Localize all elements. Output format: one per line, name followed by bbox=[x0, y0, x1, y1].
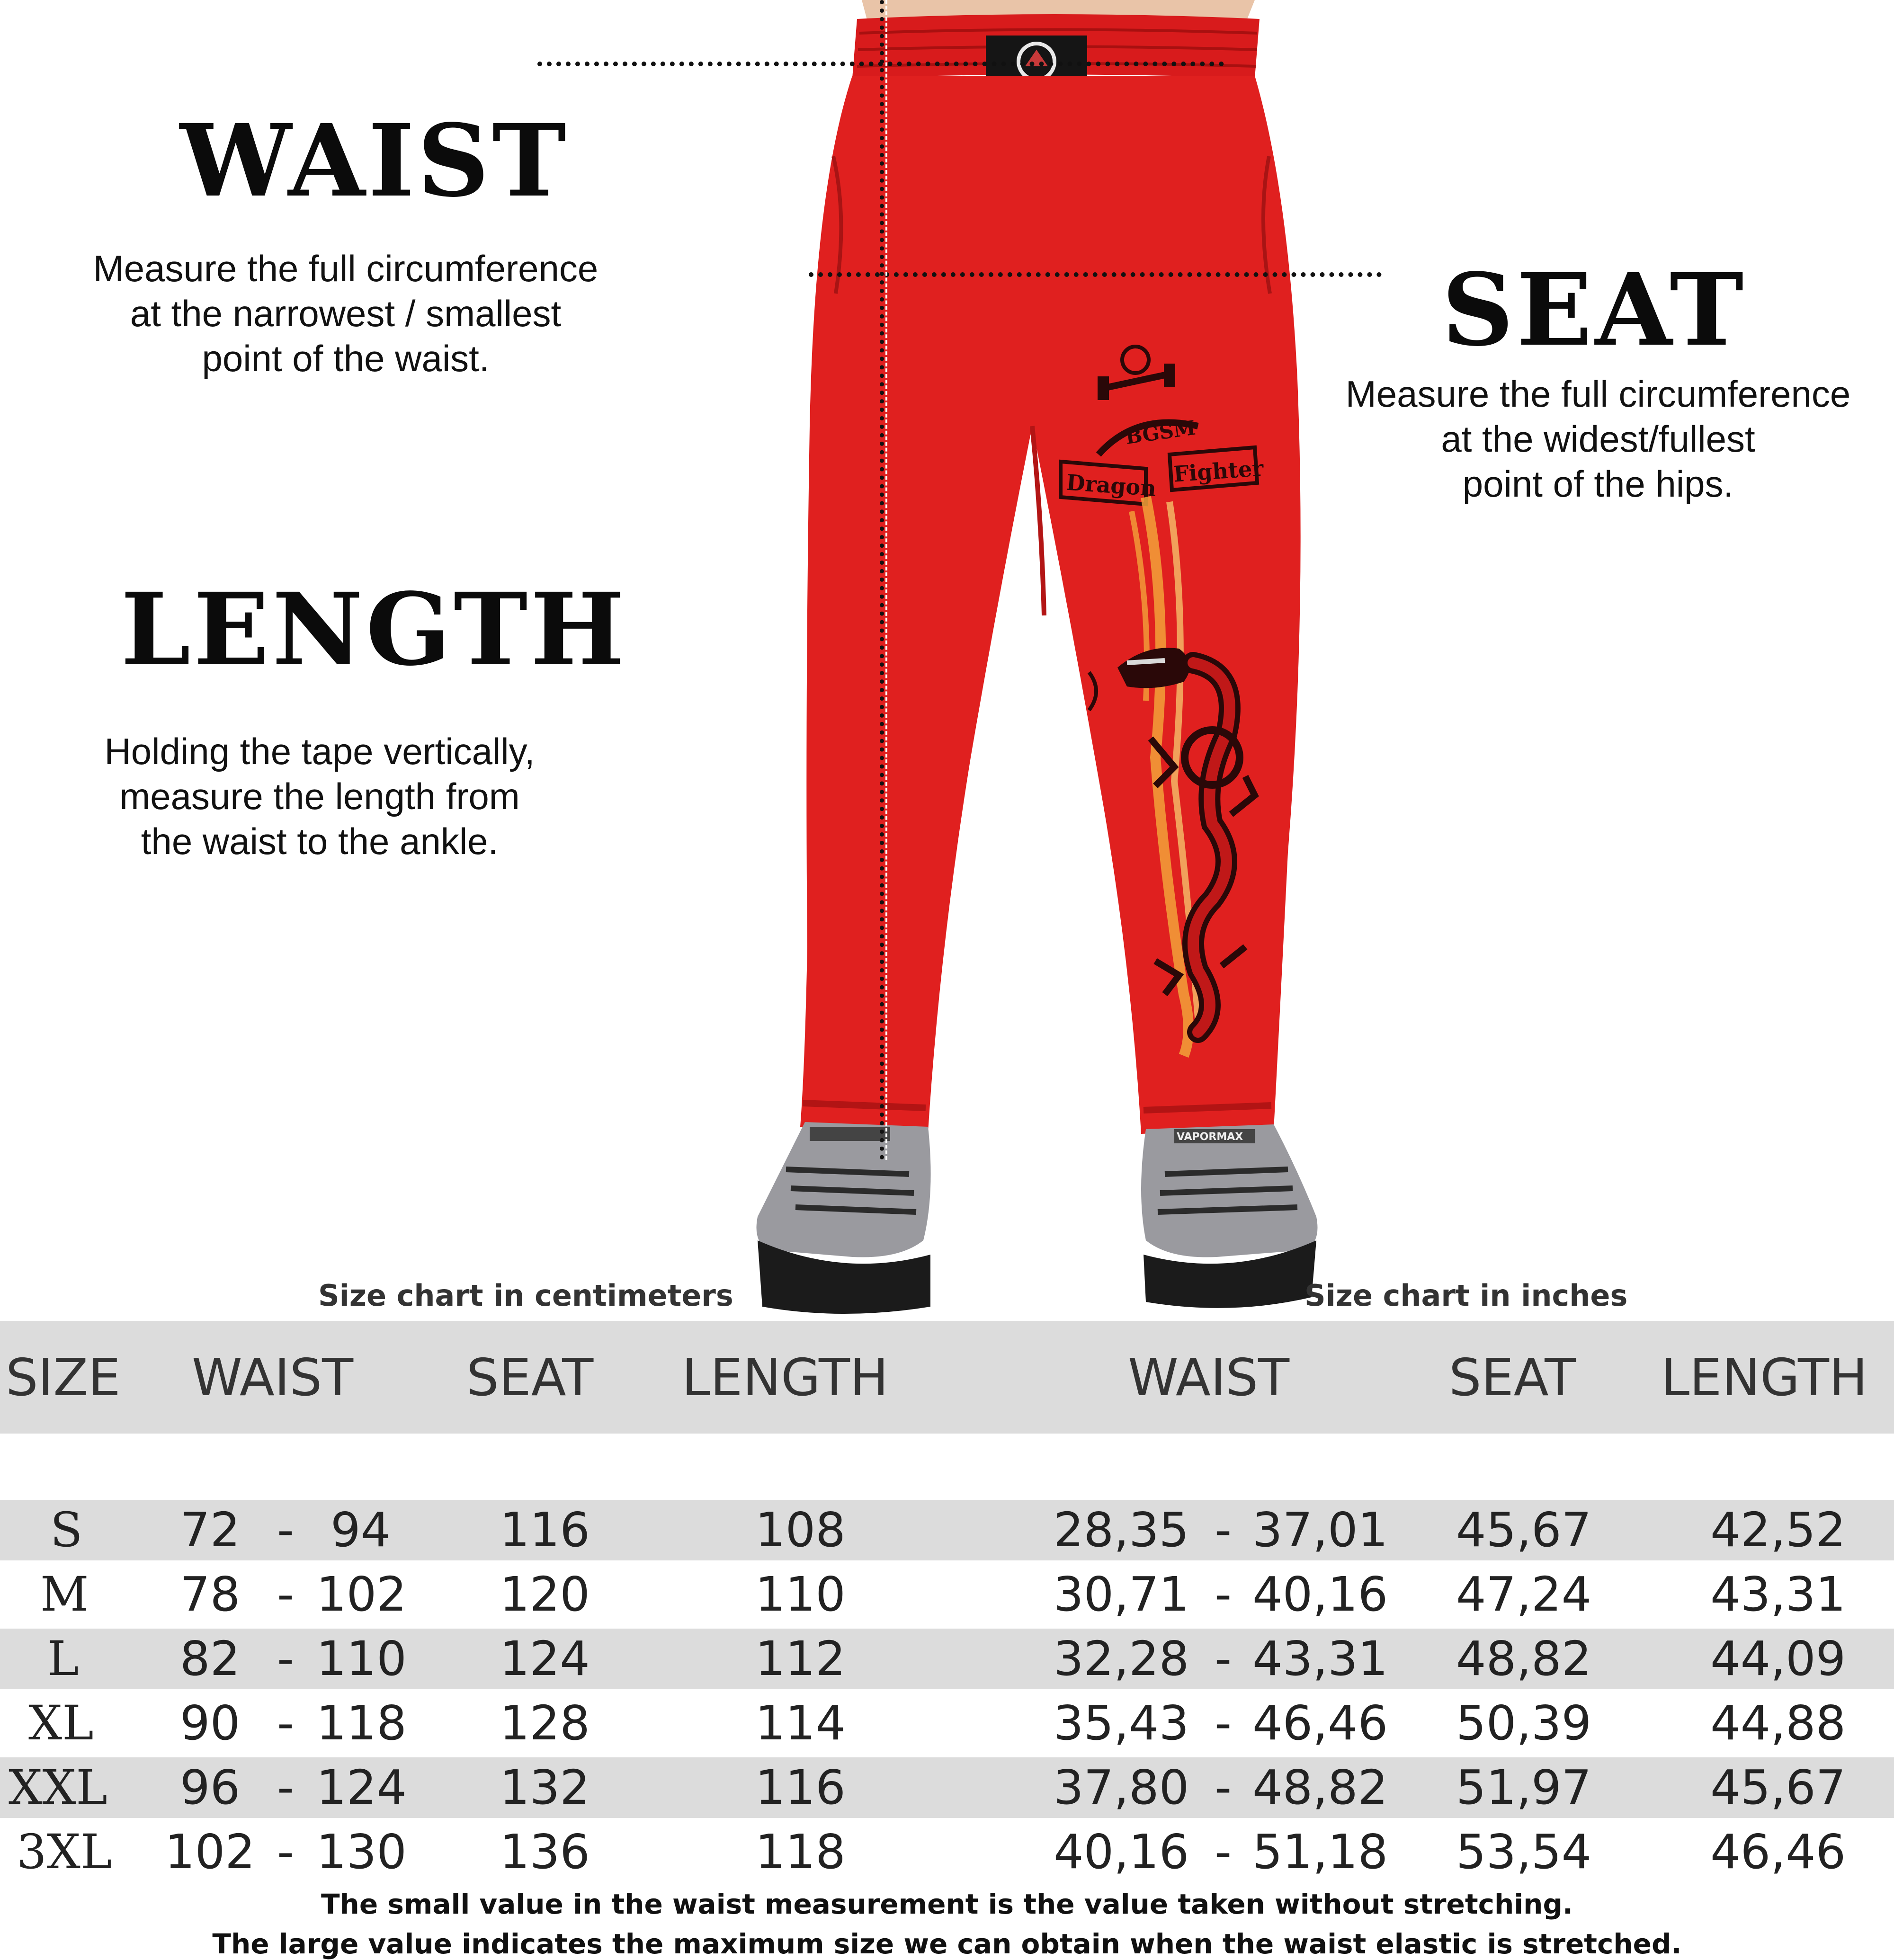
cell-waist-cm-min: 78 bbox=[180, 1567, 241, 1622]
cell-length-in: 44,88 bbox=[1710, 1695, 1846, 1751]
cell-waist-cm-min: 102 bbox=[165, 1824, 255, 1880]
cell-seat-in: 48,82 bbox=[1456, 1631, 1592, 1686]
waist-description bbox=[45, 246, 646, 381]
length-description-line: Holding the tape vertically, bbox=[104, 731, 535, 772]
cell-range-separator: - bbox=[277, 1631, 295, 1686]
cell-seat-cm: 116 bbox=[500, 1502, 590, 1558]
cell-length-cm: 112 bbox=[755, 1631, 846, 1686]
cell-size: 3XL bbox=[17, 1824, 112, 1880]
cell-range-separator: - bbox=[1215, 1631, 1232, 1686]
print-left-banner: Dragon bbox=[1065, 469, 1157, 501]
cell-waist-in-max: 46,46 bbox=[1252, 1695, 1388, 1751]
caption-centimeters: Size chart in centimeters bbox=[318, 1278, 733, 1313]
header-size: SIZE bbox=[6, 1348, 121, 1408]
cell-range-separator: - bbox=[1215, 1824, 1232, 1880]
cell-size: XL bbox=[28, 1695, 94, 1751]
seat-description-line: at the widest/fullest bbox=[1441, 418, 1755, 460]
cell-waist-in-min: 37,80 bbox=[1054, 1760, 1189, 1815]
length-description-line: the waist to the ankle. bbox=[141, 820, 499, 862]
cell-size: M bbox=[40, 1567, 89, 1622]
cell-waist-in-max: 51,18 bbox=[1252, 1824, 1388, 1880]
seat-description-line: Measure the full circumference bbox=[1345, 373, 1851, 415]
cell-waist-cm-min: 90 bbox=[180, 1695, 241, 1751]
cell-waist-cm-max: 124 bbox=[316, 1760, 407, 1815]
header-length-cm: LENGTH bbox=[682, 1348, 889, 1408]
cell-length-in: 46,46 bbox=[1710, 1824, 1846, 1880]
cell-range-separator: - bbox=[1215, 1502, 1232, 1558]
table-row bbox=[0, 1693, 1894, 1754]
cell-waist-in-min: 30,71 bbox=[1054, 1567, 1189, 1622]
cell-waist-in-max: 37,01 bbox=[1252, 1502, 1388, 1558]
left-shoe bbox=[757, 1122, 931, 1314]
cell-waist-cm-max: 110 bbox=[316, 1631, 407, 1686]
cell-waist-cm-max: 94 bbox=[331, 1502, 391, 1558]
seat-description bbox=[1297, 372, 1894, 507]
cell-waist-in-max: 43,31 bbox=[1252, 1631, 1388, 1686]
cell-range-separator: - bbox=[1215, 1567, 1232, 1622]
cell-range-separator: - bbox=[1215, 1760, 1232, 1815]
header-seat-cm: SEAT bbox=[466, 1348, 594, 1408]
cell-seat-cm: 128 bbox=[500, 1695, 590, 1751]
length-heading: LENGTH bbox=[121, 571, 627, 688]
cell-waist-in-min: 35,43 bbox=[1054, 1695, 1189, 1751]
waist-description-line: Measure the full circumference bbox=[93, 248, 599, 289]
cell-waist-in-min: 32,28 bbox=[1054, 1631, 1189, 1686]
cell-waist-in-min: 28,35 bbox=[1054, 1502, 1189, 1558]
waist-description-line: at the narrowest / smallest bbox=[130, 293, 562, 334]
header-waist-in: WAIST bbox=[1128, 1348, 1290, 1408]
seat-description-line: point of the hips. bbox=[1462, 463, 1734, 505]
table-row bbox=[0, 1757, 1894, 1818]
cell-seat-in: 50,39 bbox=[1456, 1695, 1592, 1751]
cell-seat-cm: 132 bbox=[500, 1760, 590, 1815]
cell-waist-cm-min: 96 bbox=[180, 1760, 241, 1815]
cell-waist-cm-min: 72 bbox=[180, 1502, 241, 1558]
seat-measure-line bbox=[809, 272, 1382, 277]
table-row bbox=[0, 1629, 1894, 1689]
cell-length-cm: 118 bbox=[755, 1824, 846, 1880]
waist-heading: WAIST bbox=[180, 102, 569, 219]
cell-range-separator: - bbox=[277, 1567, 295, 1622]
cell-seat-cm: 124 bbox=[500, 1631, 590, 1686]
table-row bbox=[0, 1500, 1894, 1560]
length-measure-line-highlight bbox=[885, 0, 887, 1160]
header-length-in: LENGTH bbox=[1661, 1348, 1868, 1408]
shoe-brand-text: VAPORMAX bbox=[1177, 1131, 1243, 1143]
cell-range-separator: - bbox=[1215, 1695, 1232, 1751]
pants bbox=[800, 76, 1301, 1134]
product-photo bbox=[710, 0, 1326, 1326]
cell-seat-in: 47,24 bbox=[1456, 1567, 1592, 1622]
print-right-banner: Fighter bbox=[1172, 455, 1265, 487]
cell-range-separator: - bbox=[277, 1824, 295, 1880]
cell-seat-in: 45,67 bbox=[1456, 1502, 1592, 1558]
cell-seat-in: 53,54 bbox=[1456, 1824, 1592, 1880]
footnote-stretched: The large value indicates the maximum size we can obtain when the waist elastic is stretched. bbox=[212, 1928, 1682, 1960]
cell-range-separator: - bbox=[277, 1502, 295, 1558]
cell-seat-cm: 120 bbox=[500, 1567, 590, 1622]
cell-waist-in-max: 48,82 bbox=[1252, 1760, 1388, 1815]
cell-range-separator: - bbox=[277, 1695, 295, 1751]
cell-length-in: 42,52 bbox=[1710, 1502, 1846, 1558]
table-row bbox=[0, 1822, 1894, 1882]
length-measure-line bbox=[880, 0, 884, 1160]
cell-length-in: 45,67 bbox=[1710, 1760, 1846, 1815]
table-row bbox=[0, 1564, 1894, 1625]
caption-inches: Size chart in inches bbox=[1304, 1278, 1628, 1313]
cell-length-cm: 108 bbox=[755, 1502, 846, 1558]
cell-waist-cm-max: 118 bbox=[316, 1695, 407, 1751]
waist-description-line: point of the waist. bbox=[202, 338, 490, 379]
cell-waist-cm-min: 82 bbox=[180, 1631, 241, 1686]
cell-length-in: 44,09 bbox=[1710, 1631, 1846, 1686]
right-shoe bbox=[1141, 1124, 1318, 1308]
cell-waist-cm-max: 130 bbox=[316, 1824, 407, 1880]
cell-range-separator: - bbox=[277, 1760, 295, 1815]
length-description-line: measure the length from bbox=[119, 775, 520, 817]
cell-size: S bbox=[50, 1502, 83, 1558]
cell-size: XXL bbox=[9, 1760, 107, 1815]
cell-waist-in-max: 40,16 bbox=[1252, 1567, 1388, 1622]
seat-heading: SEAT bbox=[1442, 251, 1747, 368]
cell-length-cm: 114 bbox=[755, 1695, 846, 1751]
cell-seat-in: 51,97 bbox=[1456, 1760, 1592, 1815]
cell-length-cm: 116 bbox=[755, 1760, 846, 1815]
footnote-unstretched: The small value in the waist measurement is the value taken without stretching. bbox=[321, 1888, 1573, 1920]
header-seat-in: SEAT bbox=[1449, 1348, 1576, 1408]
print-brand: BGSM bbox=[1124, 416, 1197, 449]
cell-waist-in-min: 40,16 bbox=[1054, 1824, 1189, 1880]
cell-length-cm: 110 bbox=[755, 1567, 846, 1622]
cell-length-in: 43,31 bbox=[1710, 1567, 1846, 1622]
header-waist-cm: WAIST bbox=[192, 1348, 354, 1408]
cell-size: L bbox=[47, 1631, 79, 1686]
cell-seat-cm: 136 bbox=[500, 1824, 590, 1880]
length-description bbox=[28, 729, 611, 864]
cell-waist-cm-max: 102 bbox=[316, 1567, 407, 1622]
